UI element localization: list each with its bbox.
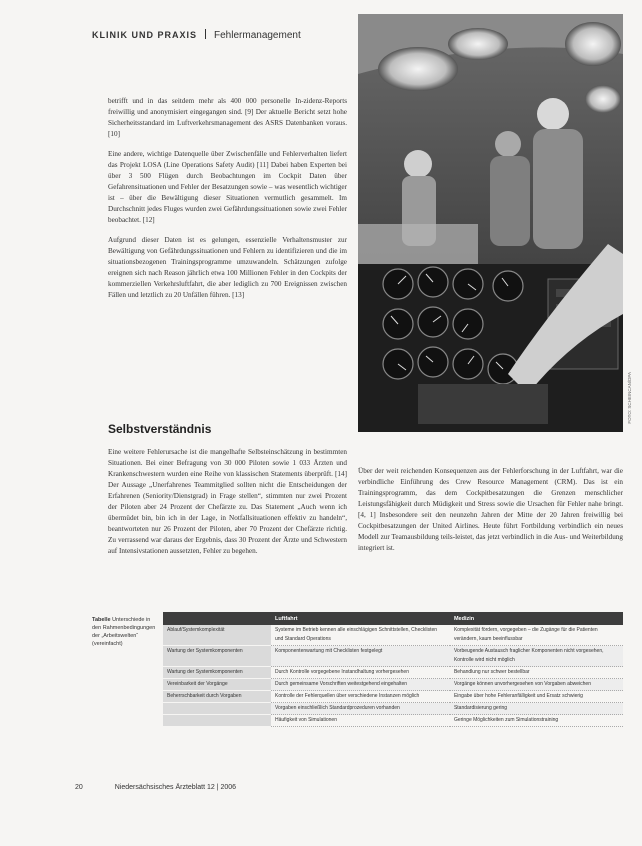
table-row [163,625,623,646]
section-label: KLINIK UND PRAXIS [92,30,198,40]
publication-name: Niedersächsisches Ärzteblatt [114,784,206,791]
table-cell: Vorbeugende Austausch fraglicher Komponenten nicht vorgesehen, Kontrolle wird nicht möglich [450,646,623,667]
paragraph: betrifft und in das seitdem mehr als 400 000 personelle In-zidenz-Reports freiwillig und anonymisiert eingegangen sind. [9] Der aktuelle Bericht setzt hohe Sicherheitsstandard im Luftverkehrsmanagement des ASRS Datenbanken voraus. [10] [108,97,347,138]
table-row [163,646,623,667]
table-caption-tag: Tabelle [92,617,111,623]
table-cell [163,703,271,715]
paragraph: Über der weit reichenden Konsequenzen aus der Fehlerforschung in der Luftfahrt, war die verbindliche Einführung des Crew Resource Management (CRM). Das ist ein Trainingsprogramm, das dem Cockpitbesatzungen die Grenzen menschlicher Leistungsfähigkeit durch Müdigkeit und Stress sowie die Ursachen für Fehler nahe bringt. [4, 1] Insbesondere seit den neunzehn Jahren der Mitte der 20 Jahren freiwillig bei Cockpitbesatzungen der United Airlines. Heute führt Fortbildung verbindlich ein neues Modell zur Teamausbildung teils-leistet, das jetzt verbindlich in die Aus- und Weiterbildung integriert ist. [358,467,623,552]
table-row [163,679,623,691]
table-cell: Komplexität fördern, vorgegeben – die Zugänge für die Patienten verändern, kaum beeinflussbar [450,625,623,646]
article-column-right [358,466,623,563]
article-column-left-bottom [108,424,347,566]
table-header-cell [163,612,271,625]
table-cell: Durch gemeinsame Vorschriften weitestgehend eingehalten [271,679,450,691]
subheading: Selbstverständnis [108,422,212,436]
operating-room-cockpit-photo [358,14,623,432]
table-header-cell: Luftfahrt [271,612,450,625]
table-cell: Vorgaben einschließlich Standardprozeduren vorhanden [271,703,450,715]
table-caption-text: Unterschiede in den Rahmenbedingungen der „Arbeitswelten“ (vereinfacht) [92,617,156,647]
table-row [163,691,623,703]
header-divider [205,29,206,39]
photo-credit: FOTO: SCHEINCAN/DPA [627,372,632,424]
table-cell: Durch Kontrolle vorgegebene Instandhaltung vorhergesehen [271,667,450,679]
table-cell: Behandlung nur schwer bestellbar [450,667,623,679]
running-header [92,29,301,41]
table-cell: Häufigkeit von Simulationen [271,715,450,727]
table-cell: Systeme im Betrieb kennen alle einschlägigen Schnittstellen, Checklisten und Standard Operations [271,625,450,646]
page-footer [75,784,236,791]
paragraph: Eine andere, wichtige Datenquelle über Zwischenfälle und Fehlerverhalten liefert das Projekt LOSA (Line Operations Safety Audit) [11] Dabei haben Experten bei über 3 500 Flügen durch Beobachtungen im Cockpit Daten über Gefahrensituationen und Fehler der Besatzungen sowie – was wesentlich wichtiger ist – über die Bewältigung dieser Situationen vermutlich gesammelt. Im Durchschnitt jedes Fluges wurden zwei Gefährdungssituationen sowie zwei Fehler beobachtet. [12] [108,150,347,224]
paragraph: Eine weitere Fehlerursache ist die mangelhafte Selbsteinschätzung in bestimmten Situationen. Bei einer Befragung von 30 000 Piloten sowie 1 033 Ärzten und Krankenschwestern wurden eine Reihe von klassischen Statements überprüft. [14] Der Aussage „Unerfahrenes Teammitglied sollten nicht die Entscheidungen der Erfahrenen (Seniority/Dienstgrad) in Frage stellen“, stimmten nur zwei Prozent der Piloten aber 24 Prozent der Chefärzte zu. Das Statement „Auch wenn ich übermüdet bin, bin ich in der Lage, in Notfallsituationen effektiv zu handeln“, beantworteten nur 26 Prozent der Piloten, aber 70 Prozent der Chefärzte richtig. Zu verrassend war daraus der Ergebnis, dass 30 Prozent der Ärzte und Schwestern auf Intensivstationen aussetzten, Fehler zu begehen. [108,448,347,555]
table-caption [92,616,160,648]
table-cell: Beherrschbarkeit durch Vorgaben [163,691,271,703]
table-row [163,715,623,727]
table-cell: Eingabe über hohe Fehleranfälligkeit und Ersatz schwierig [450,691,623,703]
page-number: 20 [75,784,83,791]
table-cell: Wartung der Systemkomponenten [163,646,271,667]
photo-illustration [358,14,623,432]
table-header-cell: Medizin [450,612,623,625]
table-row [163,667,623,679]
table-cell: Standardisierung gering [450,703,623,715]
article-column-left-top [108,96,347,310]
table-cell: Komponentenwartung mit Checklisten festgelegt [271,646,450,667]
issue-label: 12 | 2006 [206,784,237,791]
topic-label: Fehlermanagement [214,30,301,41]
table-cell [163,715,271,727]
table-cell: Geringe Möglichkeiten zum Simulationstraining [450,715,623,727]
table-cell: Vereinbarkeit der Vorgänge [163,679,271,691]
table-cell: Vorgänge können unvorhergesehen von Vorgaben abweichen [450,679,623,691]
table-header-row [163,612,623,625]
paragraph: Aufgrund dieser Daten ist es gelungen, essenzielle Verhaltensmuster zur Bewältigung von Gefährdungssituationen und Fehlern zu identifizieren und die im situationsbezogenen Trainingsprogramme umzuwandeln. Schätzungen zufolge ereignen sich nach Reason jährlich etwa 100 Millionen Fehler in den Cockpits der kommerziellen Verkehrsluftfahrt, die aber lediglich zu 700 Ereignissen zwischen Fällen und letztlich zu 20 Unfällen führen. [13] [108,236,347,299]
table-row [163,703,623,715]
table-cell: Ablauf/Systemkomplexität [163,625,271,646]
table-cell: Wartung der Systemkomponenten [163,667,271,679]
comparison-table [163,612,623,727]
table-cell: Kontrolle der Fehlerquellen über verschiedene Instanzen möglich [271,691,450,703]
